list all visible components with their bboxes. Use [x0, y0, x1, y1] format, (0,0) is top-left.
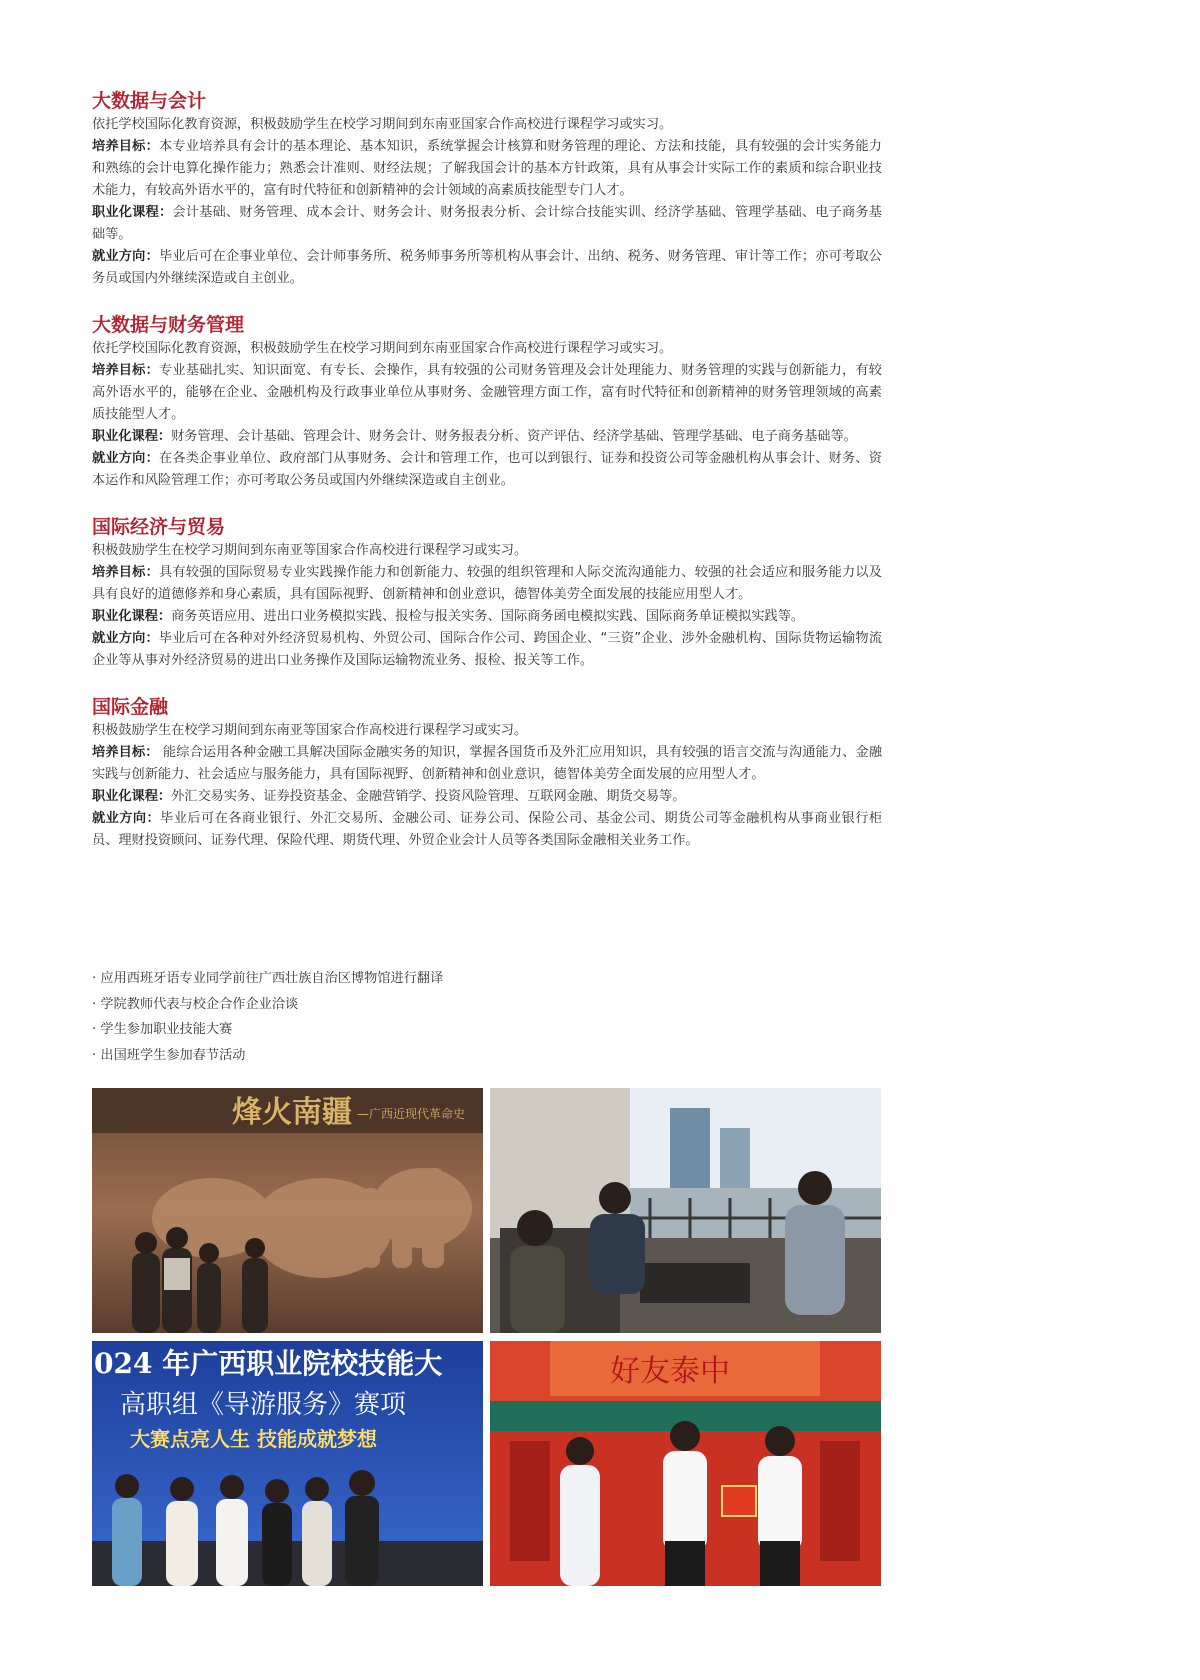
- employment-direction-text: 在各类企事业单位、政府部门从事财务、会计和管理工作，也可以到银行、证券和投资公司等金融机构从事会计、财务、资本运作和风险管理工作；亦可考取公务员或国内外继续深造或自主创业。: [92, 451, 882, 488]
- major-title: 国际经济与贸易: [92, 516, 226, 538]
- career-courses-label: 职业化课程：: [92, 789, 172, 804]
- career-courses-text: 商务英语应用、进出口业务模拟实践、报检与报关实务、国际商务函电模拟实践、国际商务单证模拟实践等。: [171, 609, 805, 624]
- caption-spring-festival: · 出国班学生参加春节活动: [92, 1047, 246, 1063]
- major-section-international-finance: [92, 694, 882, 852]
- major-section-financial-management: [92, 312, 882, 492]
- career-courses-label: 职业化课程：: [92, 205, 173, 220]
- employment-direction: [92, 246, 882, 290]
- major-section-international-trade: [92, 514, 882, 672]
- training-goal-text: 本专业培养具有会计的基本理论、基本知识，系统掌握会计核算和财务管理的理论、方法和技能，具有较强的会计实务能力和熟练的会计电算化操作能力；熟悉会计准则、财经法规；了解我国会计的基本方针政策，具有从事会计实际工作的素质和综合职业技术能力，有较高外语水平的，富有时代特征和创新精神的会计领域的高素质技能型专门人才。: [92, 139, 882, 198]
- contest-banner-line1: 024 年广西职业院校技能大: [94, 1347, 443, 1380]
- festival-banner-text: 好友泰中: [610, 1354, 730, 1389]
- career-courses: [92, 426, 882, 448]
- photo-contest: [92, 1341, 483, 1586]
- training-goal-text: 专业基础扎实、知识面宽、有专长、会操作，具有较强的公司财务管理及会计处理能力、财务管理的实践与创新能力，有较高外语水平的，能够在企业、金融机构及行政事业单位从事财务、金融管理方面工作，富有时代特征和创新精神的财务管理领域的高素质技能型人才。: [92, 363, 882, 422]
- career-courses-text: 会计基础、财务管理、成本会计、财务会计、财务报表分析、会计综合技能实训、经济学基础、管理学基础、电子商务基础等。: [92, 205, 882, 242]
- employment-direction-label: 就业方向：: [92, 249, 159, 264]
- major-title: 国际金融: [92, 696, 169, 718]
- training-goal: [92, 742, 882, 786]
- major-intro: 依托学校国际化教育资源，积极鼓励学生在校学习期间到东南亚国家合作高校进行课程学习或实习。: [92, 341, 673, 356]
- employment-direction-text: 毕业后可在各商业银行、外汇交易所、金融公司、证券公司、保险公司、基金公司、期货公司等金融机构从事商业银行柜员、理财投资顾问、证券代理、保险代理、期货代理、外贸企业会计人员等各类国际金融相关业务工作。: [92, 811, 883, 848]
- photo-grid: [92, 1088, 881, 1586]
- contest-banner-line2: 高职组《导游服务》赛项: [120, 1390, 407, 1420]
- employment-direction: [92, 628, 882, 672]
- major-intro: 积极鼓励学生在校学习期间到东南亚等国家合作高校进行课程学习或实习。: [92, 723, 528, 738]
- training-goal-label: 培养目标：: [92, 745, 159, 760]
- career-courses: [92, 202, 882, 246]
- career-courses-label: 职业化课程：: [92, 609, 172, 624]
- caption-museum-translation: · 应用西班牙语专业同学前往广西壮族自治区博物馆进行翻译: [92, 971, 444, 986]
- photo-festival: [490, 1341, 881, 1586]
- major-title: 大数据与会计: [92, 90, 207, 112]
- majors-content: [92, 88, 882, 874]
- training-goal-label: 培养目标：: [92, 565, 159, 580]
- training-goal: [92, 360, 882, 426]
- training-goal-text: 具有较强的国际贸易专业实践操作能力和创新能力、较强的组织管理和人际交流沟通能力、较强的社会适应和服务能力以及具有良好的道德修养和身心素质，具有国际视野、创新精神和创业意识，德智体美劳全面发展的技能应用型人才。: [92, 565, 882, 602]
- training-goal-text: 能综合运用各种金融工具解决国际金融实务的知识，掌握各国货币及外汇应用知识，具有较强的语言交流与沟通能力、金融实践与创新能力、社会适应与服务能力，具有国际视野、创新精神和创业意识，德智体美劳全面发展的应用型人才。: [92, 745, 883, 782]
- employment-direction-text: 毕业后可在企事业单位、会计师事务所、税务师事务所等机构从事会计、出纳、税务、财务管理、审计等工作；亦可考取公务员或国内外继续深造或自主创业。: [92, 249, 882, 286]
- training-goal: [92, 136, 882, 202]
- caption-skills-contest: · 学生参加职业技能大赛: [92, 1022, 233, 1037]
- museum-banner-subtext: —广西近现代革命史: [357, 1107, 466, 1121]
- training-goal-label: 培养目标：: [92, 139, 159, 154]
- major-title: 大数据与财务管理: [92, 314, 245, 336]
- employment-direction: [92, 448, 882, 492]
- museum-banner-text: 烽火南疆: [232, 1095, 352, 1130]
- career-courses-label: 职业化课程：: [92, 429, 172, 444]
- caption-enterprise-talk: · 学院教师代表与校企合作企业洽谈: [92, 996, 299, 1012]
- career-courses-text: 外汇交易实务、证券投资基金、金融营销学、投资风险管理、互联网金融、期货交易等。: [171, 789, 686, 804]
- employment-direction-label: 就业方向：: [92, 811, 161, 826]
- employment-direction-text: 毕业后可在各种对外经济贸易机构、外贸公司、国际合作公司、跨国企业、“三资”企业、涉外金融机构、国际货物运输物流企业等从事对外经济贸易的进出口业务操作及国际运输物流业务、报检、报关等工作。: [92, 631, 883, 668]
- training-goal-label: 培养目标：: [92, 363, 159, 378]
- employment-direction: [92, 808, 882, 852]
- major-section-accounting: [92, 88, 882, 290]
- employment-direction-label: 就业方向：: [92, 451, 159, 466]
- contest-banner-line3: 大赛点亮人生 技能成就梦想: [130, 1427, 377, 1451]
- career-courses: [92, 786, 882, 808]
- major-intro: 依托学校国际化教育资源，积极鼓励学生在校学习期间到东南亚国家合作高校进行课程学习或实习。: [92, 117, 673, 132]
- training-goal: [92, 562, 882, 606]
- photo-meeting: [490, 1088, 881, 1333]
- employment-direction-label: 就业方向：: [92, 631, 159, 646]
- career-courses: [92, 606, 882, 628]
- career-courses-text: 财务管理、会计基础、管理会计、财务会计、财务报表分析、资产评估、经济学基础、管理学基础、电子商务基础等。: [171, 429, 857, 444]
- photo-museum: [92, 1088, 483, 1333]
- photo-captions: [92, 966, 792, 1068]
- major-intro: 积极鼓励学生在校学习期间到东南亚等国家合作高校进行课程学习或实习。: [92, 543, 528, 558]
